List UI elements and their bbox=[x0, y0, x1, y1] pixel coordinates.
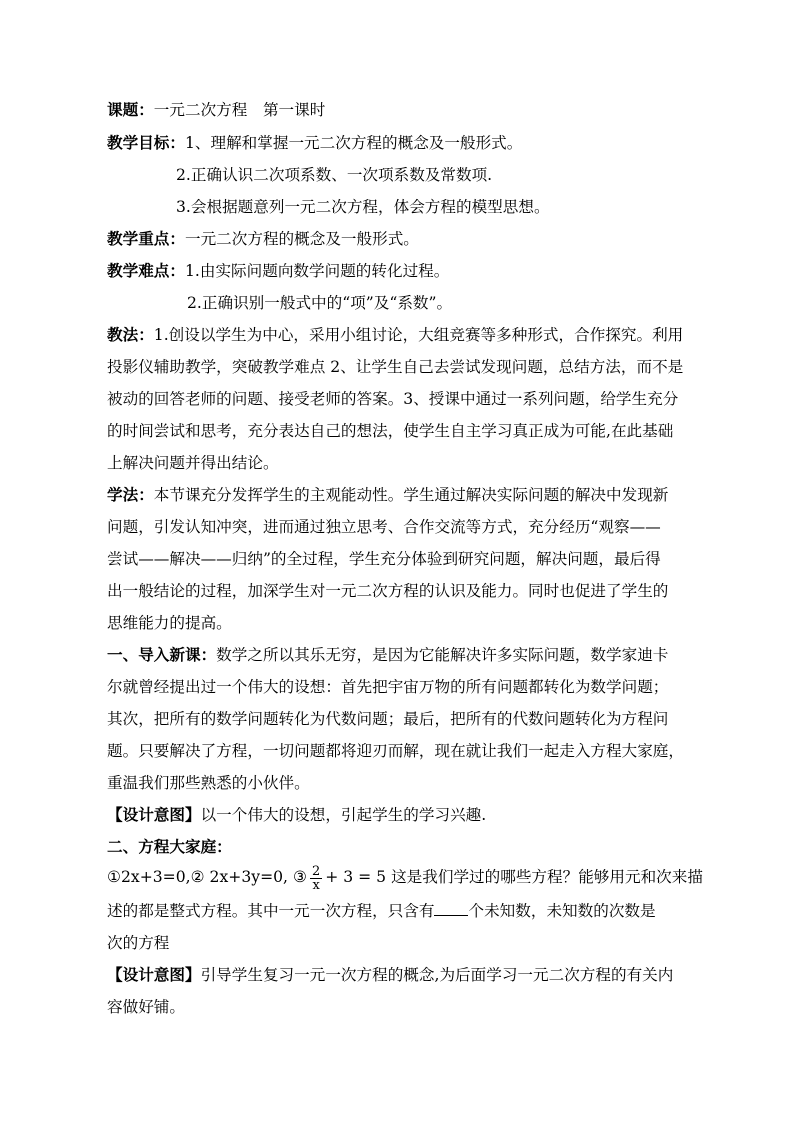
section1-heading: 一、导入新课： bbox=[107, 646, 217, 664]
section1-line bbox=[107, 645, 668, 665]
section2-text-b: 个未知数，未知数的次数是 bbox=[468, 902, 656, 920]
teaching-method-line bbox=[107, 325, 683, 345]
section2-text-a: 述的都是整式方程。其中一元一次方程，只含有 bbox=[107, 902, 435, 920]
fraction bbox=[310, 865, 322, 892]
learning-method-line: 思维能力的提高。 bbox=[107, 614, 232, 632]
learning-method-text: 本节课充分发挥学生的主观能动性。学生通过解决实际问题的解决中发现新 bbox=[153, 486, 669, 504]
learning-method-line: 出一般结论的过程，加深学生对一元二次方程的认识及能力。同时也促进了学生的 bbox=[107, 582, 669, 600]
design-intent-line: 容做好铺。 bbox=[107, 998, 185, 1016]
section2-heading bbox=[107, 837, 232, 857]
learning-method-line: 尝试——解决——归纳”的全过程，学生充分体验到研究问题，解决问题，最后得 bbox=[107, 550, 661, 568]
objective-item: 2.正确认识二次项系数、一次项系数及常数项. bbox=[176, 166, 493, 184]
teaching-method-line: 的时间尝试和思考，充分表达自己的想法，使学生自主学习真正成为可能,在此基础 bbox=[107, 422, 674, 440]
learning-method-line: 问题，引发认知冲突，进而通过独立思考、合作交流等方式，充分经历“观察—— bbox=[107, 518, 661, 536]
learning-method-label: 学法： bbox=[107, 486, 154, 504]
section1-line: 其次，把所有的数学问题转化为代数问题；最后，把所有的代数问题转化为方程问 bbox=[107, 710, 669, 728]
key-points bbox=[107, 229, 419, 249]
section1-line: 重温我们那些熟悉的小伙伴。 bbox=[107, 774, 310, 792]
objectives-heading bbox=[107, 133, 522, 153]
teaching-method-label: 教法： bbox=[107, 326, 154, 344]
fraction-numerator: 2 bbox=[311, 863, 321, 879]
section1-text: 数学之所以其乐无穷，是因为它能解决许多实际问题，数学家迪卡 bbox=[216, 646, 669, 664]
teaching-method-line: 被动的回答老师的问题、接受老师的答案。3、授课中通过一系列问题，给学生充分 bbox=[107, 390, 679, 408]
difficulties-label: 教学难点： bbox=[107, 262, 185, 280]
lesson-title bbox=[107, 100, 325, 120]
difficulties-heading bbox=[107, 261, 449, 281]
objectives-label: 教学目标： bbox=[107, 134, 185, 152]
learning-method-line bbox=[107, 485, 668, 505]
objective-item: 1、理解和掌握一元二次方程的概念及一般形式。 bbox=[184, 134, 523, 152]
teaching-method-text: 1.创设以学生为中心，采用小组讨论，大组竞赛等多种形式，合作探究。利用 bbox=[153, 326, 684, 344]
fill-in-blank bbox=[434, 901, 468, 916]
difficulty-item: 1.由实际问题向数学问题的转化过程。 bbox=[184, 262, 450, 280]
design-intent-text: 以一个伟大的设想，引起学生的学习兴趣. bbox=[200, 806, 487, 824]
design-intent-1 bbox=[107, 805, 486, 825]
equation-rest: + 3 = 5 bbox=[325, 868, 387, 886]
section1-line: 尔就曾经提出过一个伟大的设想：首先把宇宙万物的所有问题都转化为数学问题； bbox=[107, 678, 669, 696]
equation-question: 这是我们学过的哪些方程？能够用元和次来描 bbox=[386, 868, 703, 886]
section2-line: 次的方程 bbox=[107, 934, 170, 952]
objective-item: 3.会根据题意列一元二次方程，体会方程的模型思想。 bbox=[176, 198, 550, 216]
lesson-title-label: 课题： bbox=[107, 101, 154, 119]
design-intent-label: 【设计意图】 bbox=[107, 966, 201, 984]
key-points-label: 教学重点： bbox=[107, 230, 185, 248]
section2-line bbox=[107, 901, 656, 921]
equation-line bbox=[107, 862, 703, 892]
design-intent-text: 引导学生复习一元一次方程的概念,为后面学习一元二次方程的有关内 bbox=[200, 966, 674, 984]
teaching-method-line: 投影仪辅助教学，突破教学难点 2、让学生自己去尝试发现问题，总结方法，而不是 bbox=[107, 358, 684, 376]
fraction-denominator: x bbox=[312, 877, 320, 893]
equation-list: ①2x+3=0,② 2x+3y=0, ③ bbox=[107, 868, 307, 886]
design-intent-label: 【设计意图】 bbox=[107, 806, 201, 824]
lesson-title-text: 一元二次方程 第一课时 bbox=[153, 101, 326, 119]
teaching-method-line: 上解决问题并得出结论。 bbox=[107, 454, 279, 472]
section1-line: 题。只要解决了方程，一切问题都将迎刃而解，现在就让我们一起走入方程大家庭， bbox=[107, 742, 684, 760]
section2-label: 二、方程大家庭： bbox=[107, 838, 232, 856]
difficulty-item: 2.正确识别一般式中的“项”及“系数”。 bbox=[187, 294, 453, 312]
key-points-text: 一元二次方程的概念及一般形式。 bbox=[184, 230, 419, 248]
design-intent-2 bbox=[107, 965, 673, 985]
